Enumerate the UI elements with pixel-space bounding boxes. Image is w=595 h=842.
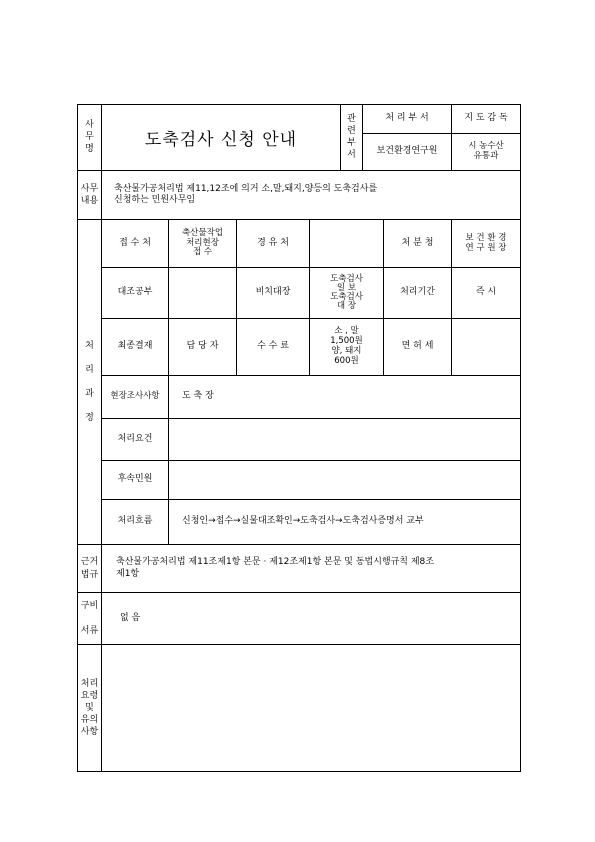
- cell-authority-label: 처 분 청: [401, 237, 434, 248]
- cell-ledger-label: 대조공부: [117, 287, 153, 298]
- contents-text: 축산물가공처리법 제11,12조에 의거 소,말,돼지,양등의 도축검사를 신청하는 민원사무임: [114, 183, 378, 205]
- cell-reception-value: 축산물작업 처리현장 접 수: [181, 227, 224, 258]
- cell-register-value: 도축검사 일 보 도축검사 대 장: [330, 274, 363, 311]
- supervision-value: 시 농수산 유통과: [468, 141, 504, 161]
- page-title: 도축검사 신청 안내: [144, 129, 298, 150]
- header-left-label: 사 무 명: [85, 119, 94, 155]
- cell-approval-label: 최종결재: [117, 341, 153, 352]
- notes-label: 처리 요령 및 유의 사항: [80, 678, 99, 738]
- legal-text: 축산물가공처리법 제11조제1항 본문 · 제12조제1항 본문 및 동법시행규칙 제8조 제1항: [116, 557, 434, 579]
- cell-period-label: 처리기간: [400, 287, 435, 298]
- followup-label: 후속민원: [117, 474, 153, 485]
- flow-label: 처리흐름: [117, 516, 153, 527]
- cell-license-value: [452, 319, 520, 375]
- documents-text: 없 음: [120, 612, 141, 623]
- flow-value: 신청인→접수→실물대조확인→도축검사→도축검사증명서 교부: [182, 516, 424, 527]
- cell-period-value: 즉 시: [475, 287, 497, 298]
- process-label: 처 리 과 정: [85, 340, 94, 424]
- cell-via-label: 경 유 처: [257, 237, 289, 248]
- requirements-value: [182, 419, 512, 460]
- supervision-header: 지 도 감 독: [464, 112, 508, 123]
- legal-label: 근거 법규: [80, 557, 99, 580]
- cell-via-value: [310, 220, 383, 267]
- cell-ledger-value: [169, 268, 236, 318]
- notes-text: [116, 645, 516, 771]
- dept-value: 보건환경연구원: [376, 146, 438, 157]
- survey-value: 도 축 장: [182, 391, 214, 402]
- followup-value: [182, 461, 512, 499]
- cell-reception-label: 접 수 처: [119, 237, 151, 248]
- cell-authority-value: 보 건 환 경 연 구 원 장: [465, 232, 507, 253]
- dept-header: 처 리 부 서: [385, 112, 429, 123]
- requirements-label: 처리요건: [117, 433, 153, 444]
- contents-label: 사무 내용: [80, 183, 99, 206]
- related-dept-label: 관 련 부 서: [347, 113, 356, 161]
- cell-fee-label: 수 수 료: [257, 341, 289, 352]
- documents-label: 구비 서류: [80, 601, 99, 636]
- cell-register-label: 비치대장: [255, 287, 291, 298]
- cell-approval-value: 담 당 자: [186, 341, 219, 352]
- cell-fee-value: 소 , 말 1,500원 양, 돼지 600원: [330, 326, 363, 366]
- cell-license-label: 면 허 세: [401, 341, 434, 352]
- survey-label: 현장조사사항: [110, 391, 160, 402]
